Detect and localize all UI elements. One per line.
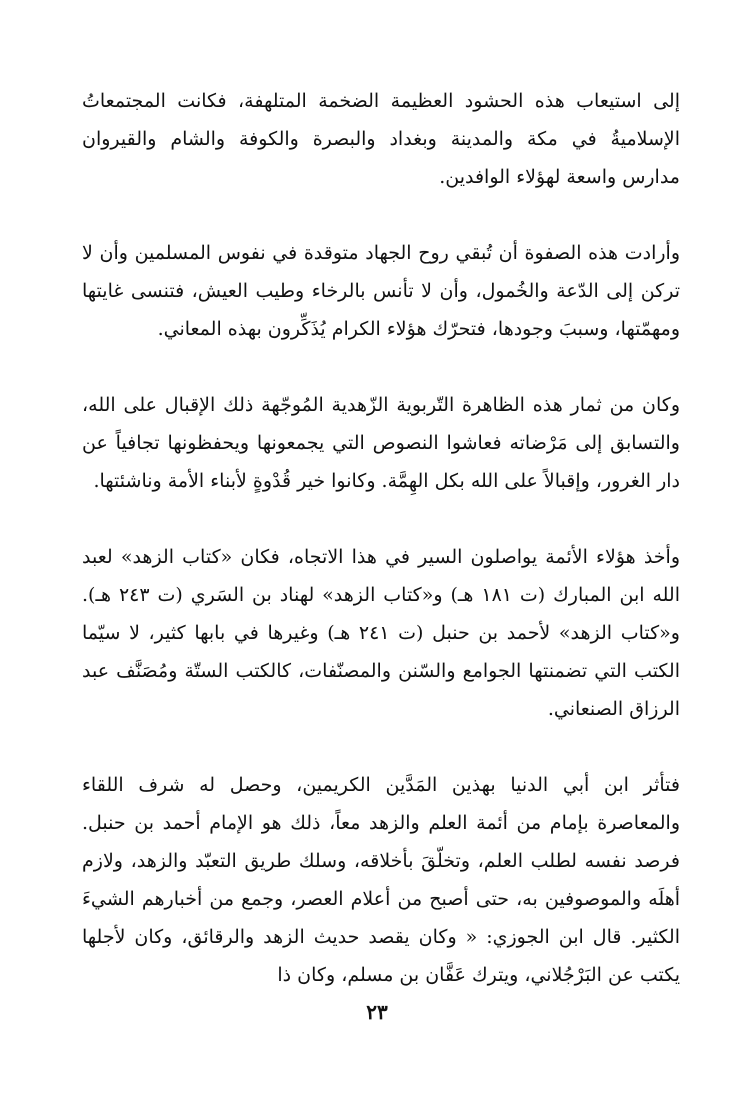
paragraph-1: إلى استيعاب هذه الحشود العظيمة الضخمة المتلهفة، فكانت المجتمعاتُ الإسلاميةُ في مكة والمدينة وبغداد والبصرة والكوفة والشام والقيروان مدارس واسعة لهؤلاء الوافدين. <box>82 90 680 188</box>
paragraph-4: وأخذ هؤلاء الأئمة يواصلون السير في هذا الاتجاه، فكان «كتاب الزهد» لعبد الله ابن المبارك (ت ١٨١ هـ) و«كتاب الزهد» لهناد بن السَري (ت ٢٤٣ هـ). و«كتاب الزهد» لأحمد بن حنبل (ت ٢٤١ هـ) وغيرها في بابها كثير، لا سيّما الكتب التي تضمنتها الجوامع والسّنن والمصنّفات، كالكتب الستّة ومُصَنَّف عبد الرزاق الصنعاني. <box>82 546 680 720</box>
paragraph-spacer <box>82 728 680 766</box>
paragraph-5: فتأثر ابن أبي الدنيا بهذين المَدَّين الكريمين، وحصل له شرف اللقاء والمعاصرة بإمام من أئمة العلم والزهد معاً، ذلك هو الإمام أحمد بن حنبل. فرصد نفسه لطلب العلم، وتخلّقَ بأخلاقه، وسلك طريق التعبّد والزهد، ولازم أهلَه والموصوفين به، حتى أصبح من أعلام العصر، وجمع من أخبارهم الشيءَ الكثير. قال ابن الجوزي: « وكان يقصد حديث الزهد والرقائق، وكان لأجلها يكتب عن البَرْجُلاني، ويترك عَفَّان بن مسلم، وكان ذا <box>82 774 680 986</box>
paragraph-3: وكان من ثمار هذه الظاهرة التّربوية الزّهدية المُوجّهة ذلك الإقبال على الله، والتسابق إلى مَرْضاته فعاشوا النصوص التي يجمعونها ويحفظونها تجافياً عن دار الغرور، وإقبالاً على الله بكل الهِمَّة. وكانوا خير قُدْوةٍ لأبناء الأمة وناشئتها. <box>82 394 680 492</box>
paragraph-2: وأرادت هذه الصفوة أن تُبقي روح الجهاد متوقدة في نفوس المسلمين وأن لا تركن إلى الدّعة والخُمول، وأن لا تأنس بالرخاء وطيب العيش، فتنسى غايتها ومهمّتها، وسببَ وجودها، فتحرّك هؤلاء الكرام يُذَكِّرون بهذه المعاني. <box>82 242 680 340</box>
paragraph-spacer <box>82 196 680 234</box>
page-number: ٢٣ <box>366 1000 388 1024</box>
paragraph-spacer <box>82 500 680 538</box>
paragraph-spacer <box>82 348 680 386</box>
body-text <box>82 82 680 994</box>
